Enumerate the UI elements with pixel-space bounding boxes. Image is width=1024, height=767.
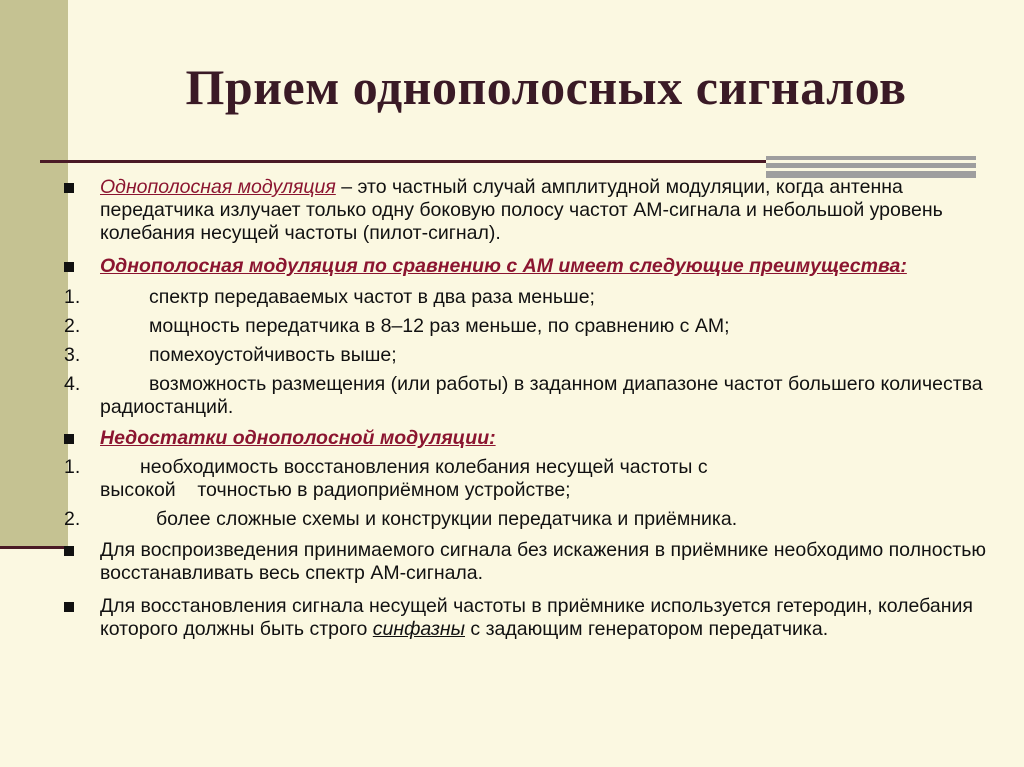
- advantage-item: [0, 373, 1000, 419]
- definition-text: – это частный случай амплитудной модуляции, когда антенна передатчика излучает только одну боковую полосу частот АМ-сигнала и небольшой уровень колебания несущей частоты (пилот-сигнал).: [100, 176, 943, 244]
- bullet-item-carrier-recovery: [0, 595, 1000, 641]
- item-number: 4.: [64, 373, 81, 395]
- item-number: 2.: [64, 508, 81, 530]
- advantages-heading: Однополосная модуляция по сравнению с АМ имеет следующие преимущества:: [100, 255, 907, 277]
- square-bullet-icon: [64, 434, 74, 444]
- disadvantages-heading: Недостатки однополосной модуляции:: [100, 427, 496, 449]
- advantage-text: возможность размещения (или работы) в заданном диапазоне частот большего количества радиостанций.: [100, 373, 983, 418]
- item-number: 2.: [64, 315, 81, 337]
- item-number: 3.: [64, 344, 81, 366]
- disadvantage-text-cont: высокой точностью в радиоприёмном устройстве;: [100, 479, 571, 501]
- advantage-text: мощность передатчика в 8–12 раз меньше, по сравнению с АМ;: [149, 315, 730, 337]
- advantage-item: [0, 286, 1000, 309]
- disadvantage-text: необходимость восстановления колебания несущей частоты с: [140, 456, 708, 478]
- square-bullet-icon: [64, 546, 74, 556]
- grey-decor-bars: [766, 156, 976, 178]
- slide-title: Прием однополосных сигналов: [185, 59, 907, 115]
- square-bullet-icon: [64, 183, 74, 193]
- advantage-item: [0, 315, 1000, 338]
- item-number: 1.: [64, 286, 81, 308]
- slide-content: [0, 176, 1000, 651]
- square-bullet-icon: [64, 602, 74, 612]
- advantage-text: спектр передаваемых частот в два раза меньше;: [149, 286, 595, 308]
- carrier-text-end: с задающим генератором передатчика.: [464, 618, 829, 640]
- term-in-phase: синфазны: [372, 618, 465, 640]
- advantage-text: помехоустойчивость выше;: [149, 344, 397, 366]
- bullet-item-reproduction: [0, 539, 1000, 585]
- disadvantage-text: более сложные схемы и конструкции передатчика и приёмника.: [156, 508, 738, 530]
- bullet-item-advantages: [0, 255, 1000, 278]
- item-number: 1.: [64, 456, 81, 478]
- bullet-item-definition: [0, 176, 1000, 245]
- reproduction-text: Для воспроизведения принимаемого сигнала без искажения в приёмнике необходимо полностью восстанавливать весь спектр АМ-сигнала.: [100, 539, 987, 584]
- square-bullet-icon: [64, 262, 74, 272]
- term-ssb: Однополосная модуляция: [100, 176, 336, 198]
- carrier-text: Для восстановления сигнала несущей частоты в приёмнике используется гетеродин, колебания которого должны быть строго: [100, 595, 973, 640]
- disadvantage-item: [0, 456, 1000, 502]
- disadvantage-item: [0, 508, 1000, 531]
- advantage-item: [0, 344, 1000, 367]
- title-container: [68, 58, 1024, 116]
- bullet-item-disadvantages: [0, 427, 1000, 450]
